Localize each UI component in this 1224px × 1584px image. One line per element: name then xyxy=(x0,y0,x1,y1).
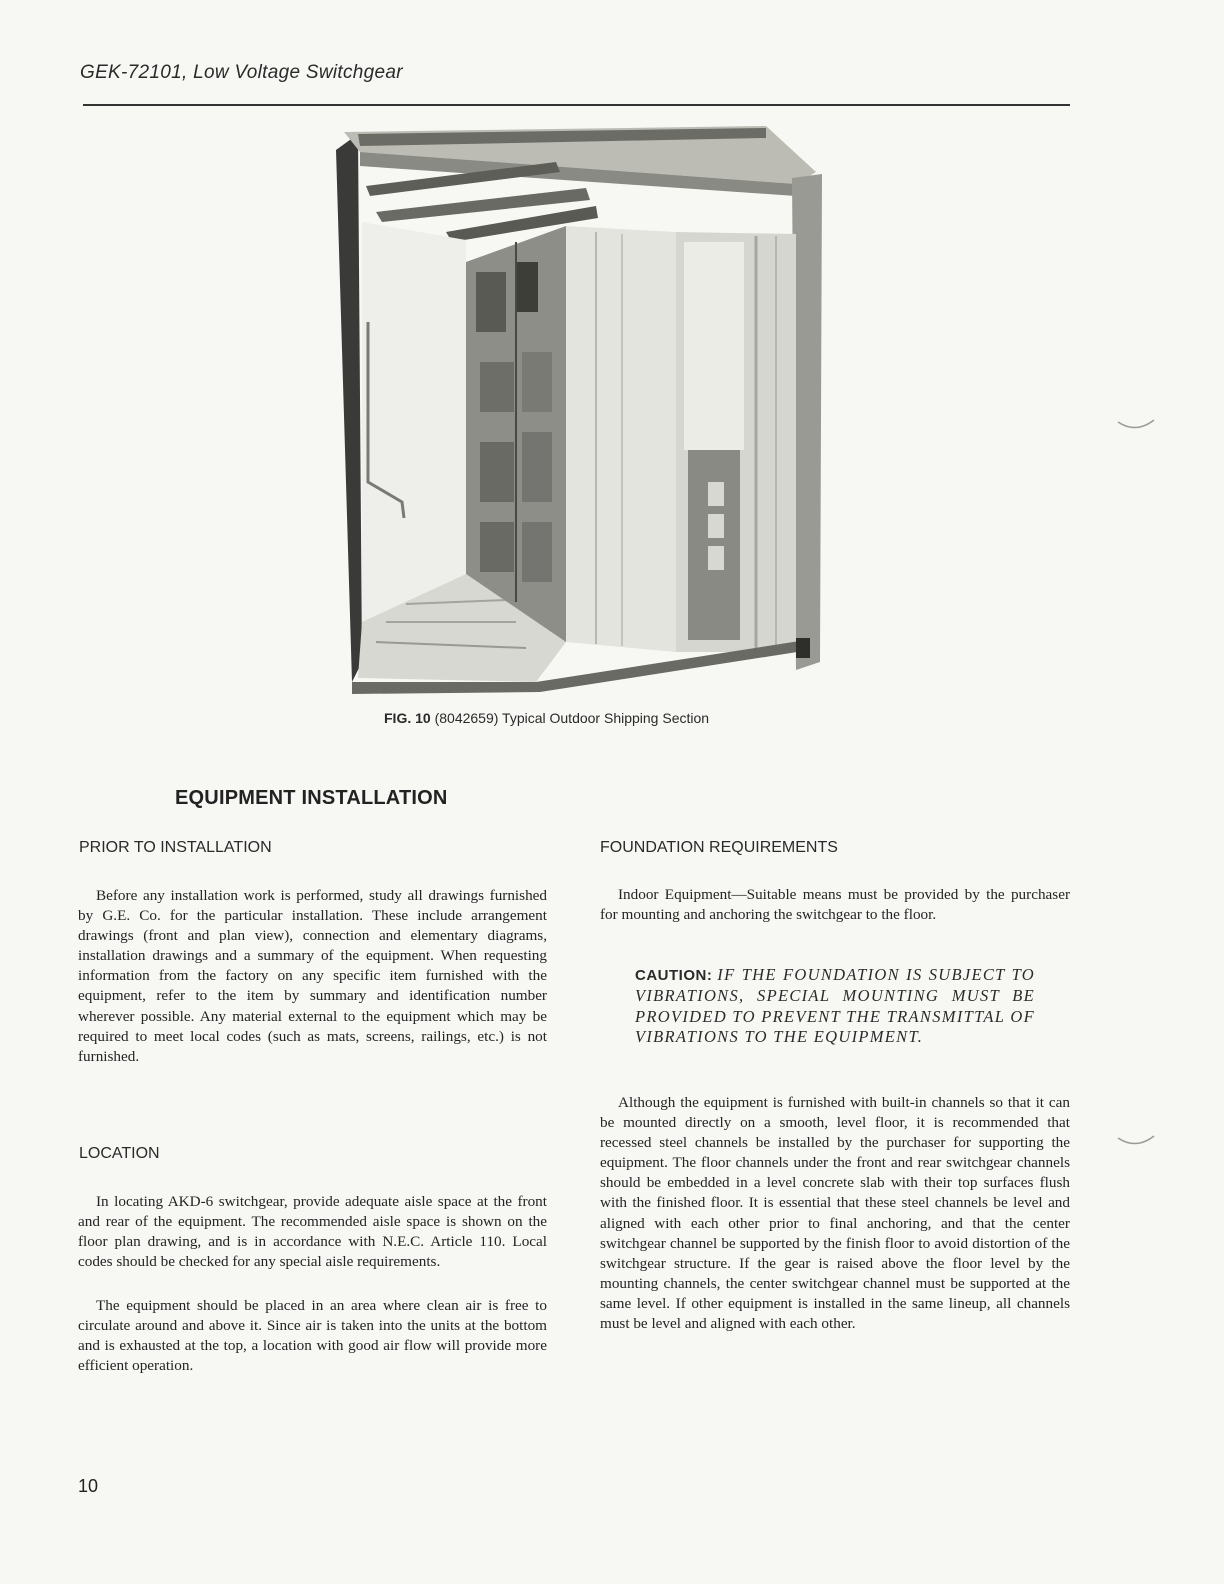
location-paragraph-1: In locating AKD-6 switchgear, provide adequate aisle space at the front and rear of the equipment. The recommended aisle space is shown on the floor plan drawing, and is in accordance with N.E.C. Article 110. Local codes should be checked for any special aisle requirements. xyxy=(78,1193,547,1271)
section-title: EQUIPMENT INSTALLATION xyxy=(175,787,448,809)
figure-caption xyxy=(384,710,709,726)
indoor-equipment-paragraph: Indoor Equipment—Suitable means must be provided by the purchaser for mounting and anchoring the switchgear to the floor. xyxy=(600,886,1070,924)
channels-paragraph: Although the equipment is furnished with built-in channels so that it can be mounted directly on a smooth, level floor, it is recommended that recessed steel channels be installed by the purchaser for supporting the equipment. The floor channels under the front and rear switchgear channels should be embedded in a level concrete slab with their top surfaces flush with the finished floor. It is essential that these steel channels be level and aligned with each other prior to final anchoring, and that the center switchgear channel be supported by the finish floor to avoid distortion of the switchgear structure. If the gear is raised above the floor level by the mounting channels, the center switchgear channel must be supported at the same level. If other equipment is installed in the same lineup, all channels must be level and aligned with each other. xyxy=(600,1094,1070,1333)
prior-to-installation-heading: PRIOR TO INSTALLATION xyxy=(79,839,272,856)
figure-label: FIG. 10 xyxy=(384,710,431,726)
foundation-requirements-heading: FOUNDATION REQUIREMENTS xyxy=(600,839,838,856)
caution-note xyxy=(635,965,1035,1047)
binder-hole-mark-icon xyxy=(1116,418,1156,432)
page-number: 10 xyxy=(78,1476,99,1496)
figure-caption-text: (8042659) Typical Outdoor Shipping Section xyxy=(434,710,710,726)
running-header: GEK-72101, Low Voltage Switchgear xyxy=(80,62,403,83)
header-rule xyxy=(83,104,1070,106)
location-paragraph-2: The equipment should be placed in an area where clean air is free to circulate around and above it. Since air is taken into the units at the bottom and is exhausted at the top, a location with good air flow will provide more efficient operation. xyxy=(78,1297,547,1375)
location-heading: LOCATION xyxy=(79,1145,160,1162)
caution-label: CAUTION: xyxy=(635,967,713,984)
switchgear-illustration xyxy=(296,122,836,700)
switchgear-photo xyxy=(296,122,836,700)
caution-text: IF THE FOUNDATION IS SUBJECT TO VIBRATIONS, SPECIAL MOUNTING MUST BE PROVIDED TO PREVENT THE TRANSMITTAL OF VIBRATIONS TO THE EQUIPMENT. xyxy=(635,965,1035,1046)
prior-to-installation-paragraph: Before any installation work is performed, study all drawings furnished by G.E. Co. for the particular installation. These include arrangement drawings (front and plan view), connection and elementary diagrams, installation drawings and a summary of the equipment. When requesting information from the factory on any specific item furnished with the equipment, refer to the item by summary and identification number wherever possible. Any material external to the equipment which may be required to meet local codes (such as mats, screens, railings, etc.) is not furnished. xyxy=(78,887,547,1065)
binder-hole-mark-icon xyxy=(1116,1134,1156,1148)
